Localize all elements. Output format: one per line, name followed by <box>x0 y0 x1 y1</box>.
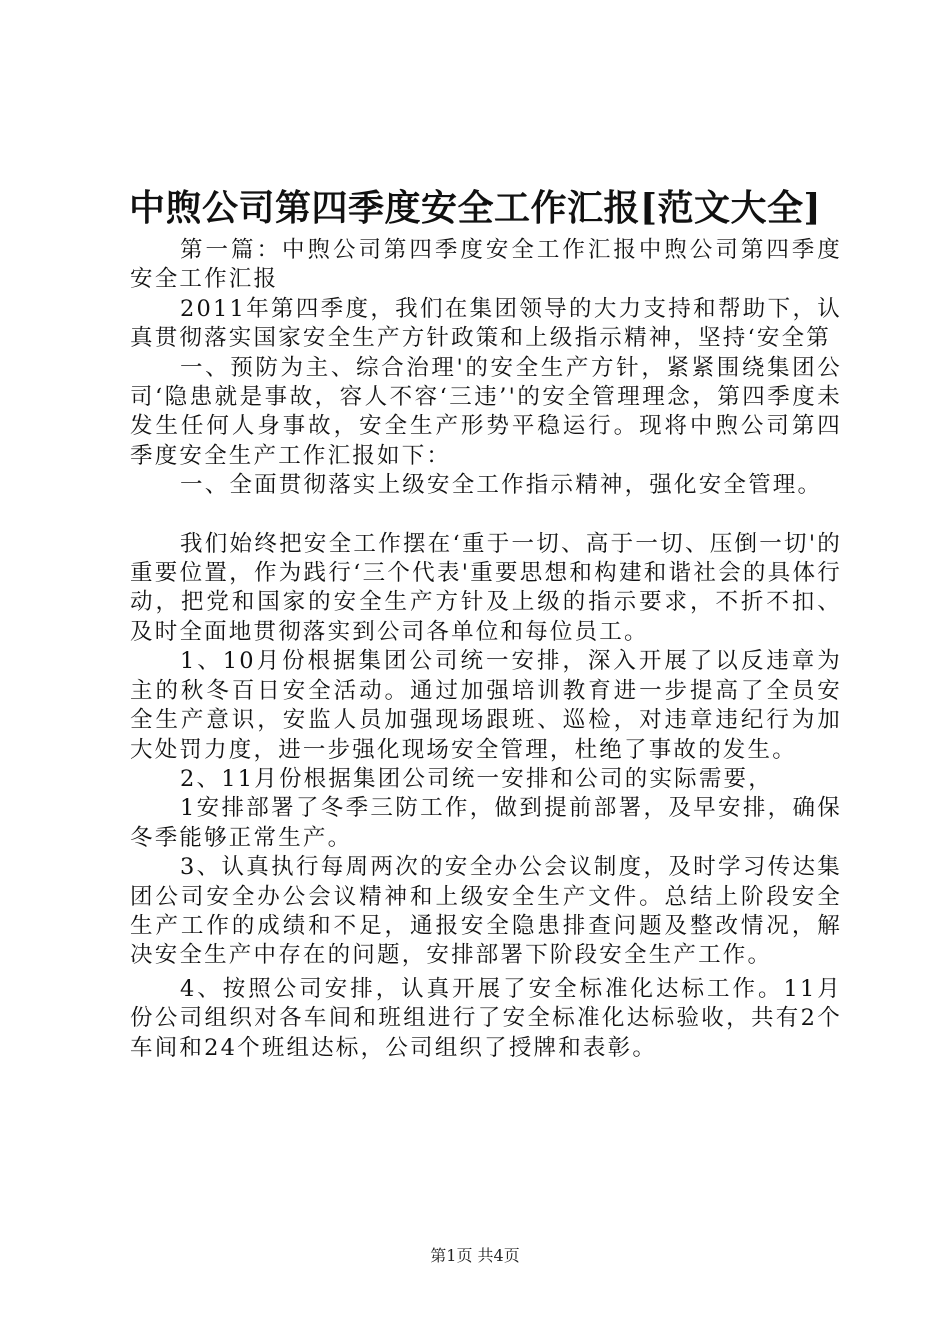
list-item: 1、10月份根据集团公司统一安排，深入开展了以反违章为主的秋冬百日安全活动。通过加强培训教育进一步提高了全员安全生产意识，安监人员加强现场跟班、巡检，对违章违纪行为加大处罚力度，进一步强化现场安全管理，杜绝了事故的发生。 <box>130 648 842 763</box>
paragraph: 一、预防为主、综合治理'的安全生产方针，紧紧围绕集团公司‘隐患就是事故，容人不容‘三违’'的安全管理理念，第四季度未发生任何人身事故，安全生产形势平稳运行。现将中煦公司第四季度安全生产工作汇报如下： <box>130 354 842 469</box>
document-title: 中煦公司第四季度安全工作汇报[范文大全] <box>128 187 822 229</box>
paragraph: 2011年第四季度，我们在集团领导的大力支持和帮助下，认真贯彻落实国家安全生产方针政策和上级指示精神，坚持‘安全第 <box>130 295 842 352</box>
document-body <box>130 236 842 1063</box>
page-indicator: 第1页 共4页 <box>430 1246 520 1265</box>
list-item: 2、11月份根据集团公司统一安排和公司的实际需要， <box>180 765 773 792</box>
paragraph-heading: 第一篇：中煦公司第四季度安全工作汇报中煦公司第四季度安全工作汇报 <box>130 237 842 293</box>
list-item: 4、按照公司安排，认真开展了安全标准化达标工作。11月份公司组织对各车间和班组进行了安全标准化达标验收，共有2个车间和24个班组达标，公司组织了授牌和表彰。 <box>130 975 842 1061</box>
section-heading: 一、全面贯彻落实上级安全工作指示精神，强化安全管理。 <box>180 472 823 499</box>
list-item: 1安排部署了冬季三防工作，做到提前部署，及早安排，确保冬季能够正常生产。 <box>130 795 842 851</box>
paragraph: 我们始终把安全工作摆在‘重于一切、高于一切、压倒一切'的重要位置，作为践行‘三个代表'重要思想和构建和谐社会的具体行动，把党和国家的安全生产方针及上级的指示要求，不折不扣、及时全面地贯彻落实到公司各单位和每位员工。 <box>130 530 842 645</box>
list-item: 3、认真执行每周两次的安全办公会议制度，及时学习传达集团公司安全办公会议精神和上级安全生产文件。总结上阶段安全生产工作的成绩和不足，通报安全隐患排查问题及整改情况，解决安全生产中存在的问题，安排部署下阶段安全生产工作。 <box>130 854 842 969</box>
